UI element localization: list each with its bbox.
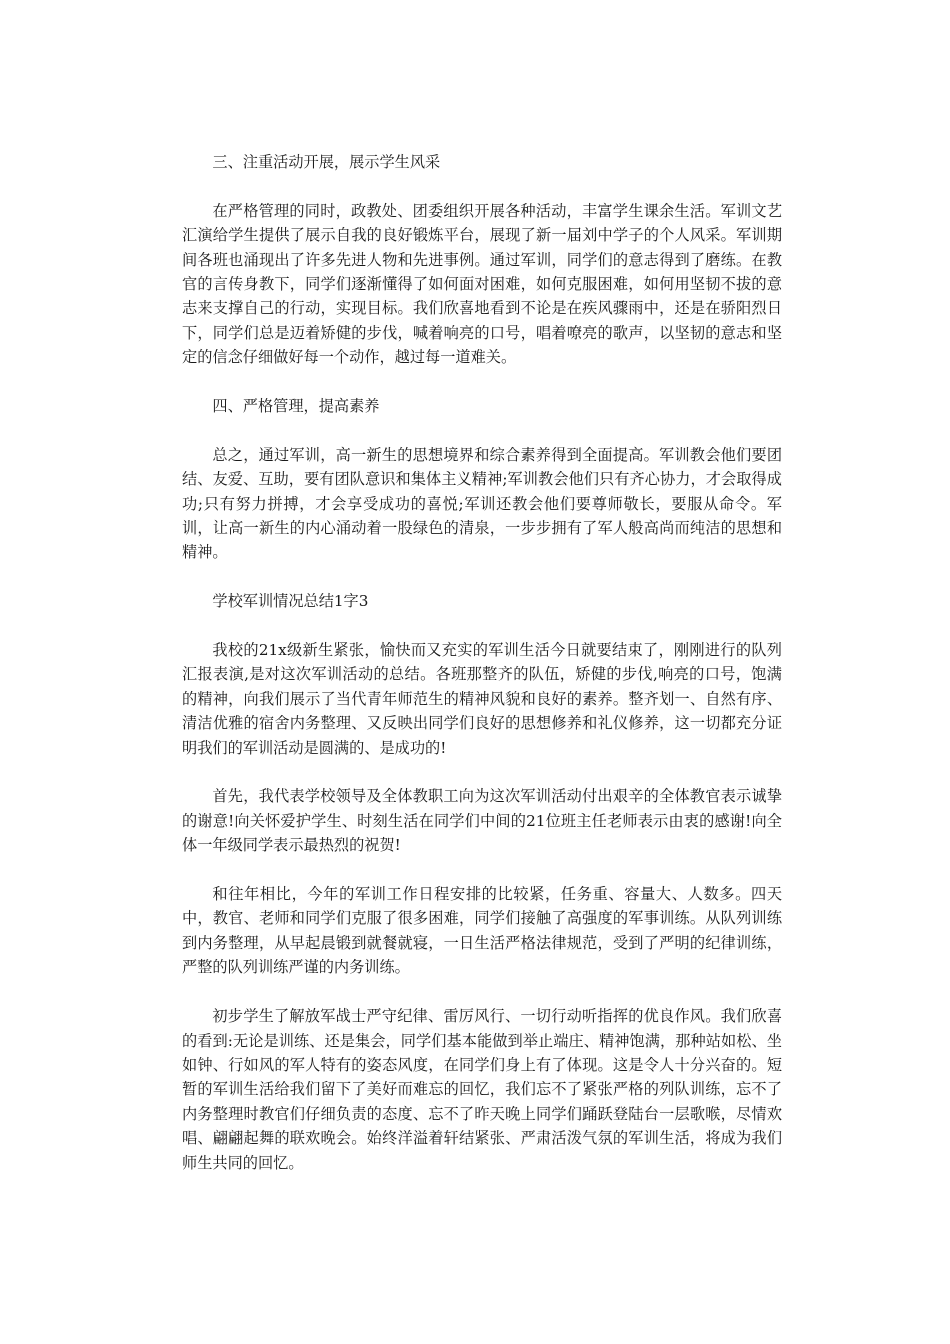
paragraph-thanks: 首先，我代表学校领导及全体教职工向为这次军训活动付出艰辛的全体教官表示诚挚的谢意!向关怀爱护学生、时刻生活在同学们中间的21位班主任老师表示由衷的感谢!向全体一年级同学表示最热烈的祝贺! [182,787,782,855]
document-page [182,150,782,1199]
paragraph-conclusion: 初步学生了解放军战士严守纪律、雷厉风行、一切行动听指挥的优良作风。我们欣喜的看到:无论是训练、还是集会，同学们基本能做到举止端庄、精神饱满，那种站如松、坐如钟、行如风的军人特有的姿态风度，在同学们身上有了体现。这是令人十分兴奋的。短暂的军训生活给我们留下了美好而难忘的回忆，我们忘不了紧张严格的列队训练，忘不了内务整理时教官们仔细负责的态度、忘不了昨天晚上同学们踊跃登陆台一层歌喉，尽情欢唱、翩翩起舞的联欢晚会。始终洋溢着轩结紧张、严肃活泼气氛的军训生活，将成为我们师生共同的回忆。 [182,1007,782,1172]
section-heading-4: 四、严格管理，提高素养 [212,397,380,416]
section-heading-3: 三、注重活动开展，展示学生风采 [212,153,441,171]
paragraph-comparison: 和往年相比，今年的军训工作日程安排的比较紧，任务重、容量大、人数多。四天中，教官、老师和同学们克服了很多困难，同学们接触了高强度的军事训练。从队列训练到内务整理，从早起晨锻到就餐就寝，一日生活严格法律规范，受到了严明的纪律训练，严整的队列训练严谨的内务训练。 [182,885,782,977]
paragraph-summary: 总之，通过军训，高一新生的思想境界和综合素养得到全面提高。军训教会他们要团结、友爱、互助，要有团队意识和集体主义精神;军训教会他们只有齐心协力，才会取得成功;只有努力拼搏，才会享受成功的喜悦;军训还教会他们要尊师敬长，要服从命令。军训，让高一新生的内心涌动着一股绿色的清泉，一步步拥有了军人般高尚而纯洁的思想和精神。 [182,445,782,562]
document-subtitle: 学校军训情况总结1字3 [212,592,369,611]
paragraph-intro: 我校的21x级新生紧张，愉快而又充实的军训生活今日就要结束了，刚刚进行的队列汇报表演,是对这次军训活动的总结。各班那整齐的队伍，矫健的步伐,响亮的口号，饱满的精神，向我们展示了当代青年师范生的精神风貌和良好的素养。整齐划一、自然有序、清洁优雅的宿舍内务整理、又反映出同学们良好的思想修养和礼仪修养，这一切都充分证明我们的军训活动是圆满的、是成功的! [182,641,782,757]
paragraph-activities: 在严格管理的同时，政教处、团委组织开展各种活动，丰富学生课余生活。军训文艺汇演给学生提供了展示自我的良好锻炼平台，展现了新一届刘中学子的个人风采。军训期间各班也涌现出了许多先进人物和先进事例。通过军训，同学们的意志得到了磨练。在教官的言传身教下，同学们逐渐懂得了如何面对困难，如何克服困难，如何用坚韧不拔的意志来支撑自己的行动，实现目标。我们欣喜地看到不论是在疾风骤雨中，还是在骄阳烈日下，同学们总是迈着矫健的步伐，喊着响亮的口号，唱着嘹亮的歌声，以坚韧的意志和坚定的信念仔细做好每一个动作，越过每一道难关。 [182,201,782,367]
